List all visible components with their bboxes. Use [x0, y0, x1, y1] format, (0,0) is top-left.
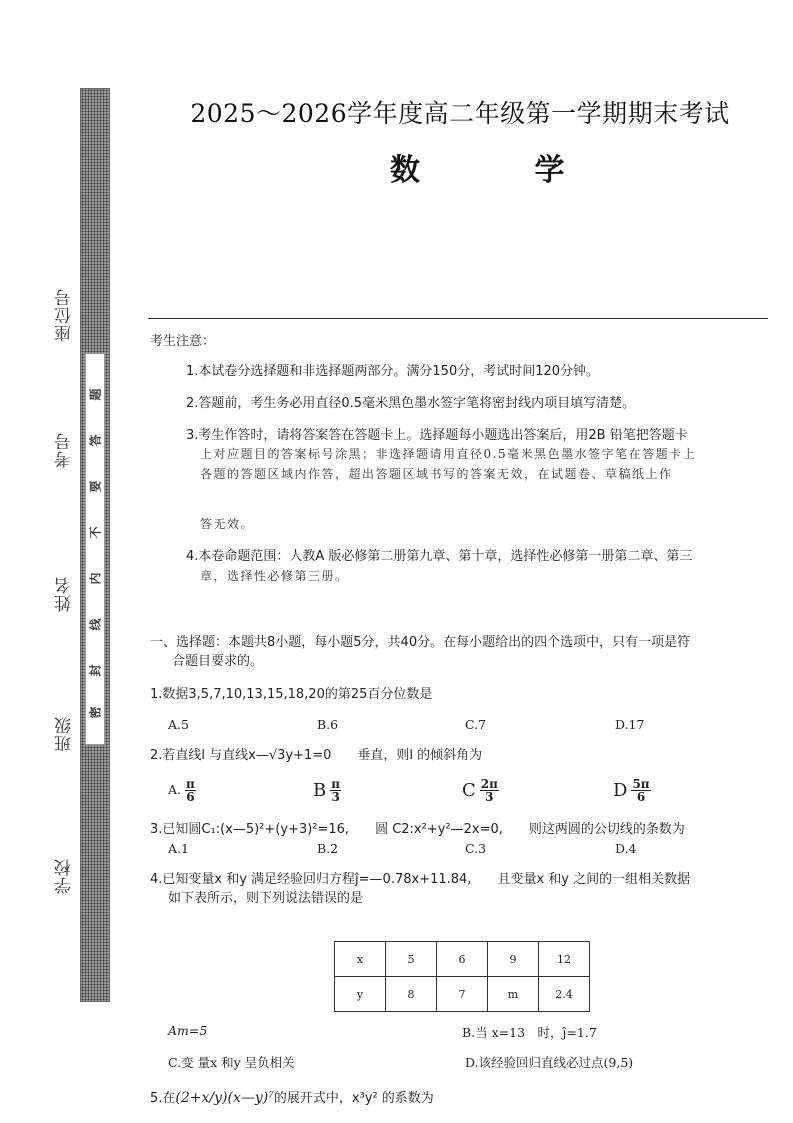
- fraction-numerator: π: [331, 777, 341, 791]
- notice-item-line: 答无效。: [200, 517, 255, 531]
- option-b: B.2: [317, 841, 339, 856]
- data-table: [334, 941, 590, 1012]
- name-label: 姓名: [55, 576, 75, 612]
- fraction-numerator: π: [186, 777, 195, 791]
- seat-number-label: 座位号: [55, 288, 75, 342]
- fraction-denominator: 3: [485, 790, 494, 804]
- table-cell: 6: [437, 942, 488, 977]
- header-divider: [148, 318, 768, 319]
- fraction: [330, 778, 341, 803]
- question-stem: [150, 1089, 434, 1108]
- seal-char: 答: [88, 434, 103, 447]
- section-heading-line: 合题目要求的。: [172, 654, 264, 669]
- seal-line-box: [85, 353, 105, 745]
- option-d: D.17: [615, 717, 645, 732]
- notice-item-line: 各题的答题区域内作答，超出答题区域书写的答案无效，在试题卷、草稿纸上作: [200, 467, 673, 481]
- table-cell: 5: [386, 942, 437, 977]
- table-cell: 8: [386, 977, 437, 1012]
- option-b: [313, 778, 341, 803]
- table-cell: 2.4: [539, 977, 590, 1012]
- class-label: 班级: [55, 716, 75, 752]
- notice-item-line: 上对应题目的答案标号涂黑；非选择题请用直径0.5毫米黑色墨水签字笔在答题卡上: [200, 447, 697, 461]
- option-a: A.1: [168, 841, 189, 856]
- school-label: 学校: [55, 858, 75, 894]
- notice-heading: 考生注意：: [150, 334, 216, 349]
- table-cell: 12: [539, 942, 590, 977]
- option-b: B.当 x=13 时，ĵ=1.7: [462, 1025, 597, 1040]
- table-cell: 9: [488, 942, 539, 977]
- question-stem: 4.已知变量x 和y 满足经验回归方程ĵ=—0.78x+11.84, 且变量x 和y 之间的一组相关数据: [150, 872, 691, 887]
- option-letter: D: [613, 780, 628, 801]
- table-row: [335, 942, 590, 977]
- fraction-denominator: 6: [186, 790, 195, 804]
- question-stem: 1.数据3,5,7,10,13,15,18,20的第25百分位数是: [150, 687, 433, 702]
- notice-item: 1.本试卷分选择题和非选择题两部分。满分150分，考试时间120分钟。: [186, 364, 600, 379]
- exam-number-label: 考号: [55, 432, 75, 468]
- option-c: C.3: [465, 841, 487, 856]
- option-b: B.6: [317, 717, 339, 732]
- option-letter: C: [462, 780, 476, 801]
- option-letter: B: [313, 780, 327, 801]
- notice-item: 2.答题前，考生务必用直径0.5毫米黑色墨水签字笔将密封线内项目填写清楚。: [186, 396, 636, 411]
- math-expression: (2+x/y)(x—y)⁷: [175, 1090, 274, 1106]
- seal-char: 题: [88, 388, 103, 401]
- exam-title: 2025～2026学年度高二年级第一学期期末考试: [190, 99, 730, 128]
- fraction: [480, 778, 499, 803]
- subject-title: 数 学: [390, 153, 617, 188]
- notice-item: 4.本卷命题范围：人教A 版必修第二册第九章、第十章，选择性必修第一册第二章、第三: [186, 549, 693, 564]
- option-c: C.变 量x 和y 呈负相关: [168, 1055, 295, 1070]
- option-c: C.7: [465, 717, 487, 732]
- stem-prefix: 5.在: [150, 1091, 176, 1106]
- notice-item-line: 章，选择性必修第三册。: [200, 569, 349, 583]
- notice-item: 3.考生作答时，请将答案答在答题卡上。选择题每小题选出答案后，用2B 铅笔把答题卡: [186, 428, 688, 443]
- seal-char: 不: [88, 526, 103, 539]
- table-row: [335, 977, 590, 1012]
- question-stem: 3.已知圆C₁:(x—5)²+(y+3)²=16, 圆 C2:x²+y²—2x=0, 则这两圆的公切线的条数为: [150, 822, 685, 837]
- section-heading: 一、选择题：本题共8小题，每小题5分，共40分。在每小题给出的四个选项中，只有一项是符: [150, 635, 691, 650]
- fraction-denominator: 3: [331, 790, 340, 804]
- seal-char: 封: [88, 664, 103, 677]
- fraction-numerator: 2π: [480, 777, 498, 791]
- fraction-denominator: 6: [636, 790, 646, 804]
- seal-char: 线: [88, 618, 103, 631]
- option-d: [613, 778, 651, 803]
- table-cell: y: [335, 977, 386, 1012]
- option-a: A.5: [168, 717, 189, 732]
- question-stem: 2.若直线l 与直线x—√3y+1=0 垂直，则l 的倾斜角为: [150, 748, 483, 763]
- table-cell: 7: [437, 977, 488, 1012]
- table-cell: x: [335, 942, 386, 977]
- question-stem-line: 如下表所示，则下列说法错误的是: [168, 891, 364, 906]
- option-d: D.该经验回归直线必过点(9,5): [465, 1055, 634, 1070]
- table-cell: m: [488, 977, 539, 1012]
- stem-suffix: 的展开式中，x³y² 的系数为: [273, 1091, 434, 1106]
- seal-char: 内: [88, 572, 103, 585]
- seal-char: 要: [88, 480, 103, 493]
- fraction: [185, 778, 196, 803]
- option-d: D.4: [615, 841, 637, 856]
- option-c: [462, 778, 499, 803]
- fraction: [631, 778, 650, 803]
- option-letter: A.: [168, 782, 182, 797]
- option-a: Am=5: [168, 1023, 208, 1038]
- seal-char: 密: [88, 706, 103, 719]
- fraction-numerator: 5π: [632, 777, 650, 791]
- option-a: [168, 778, 196, 803]
